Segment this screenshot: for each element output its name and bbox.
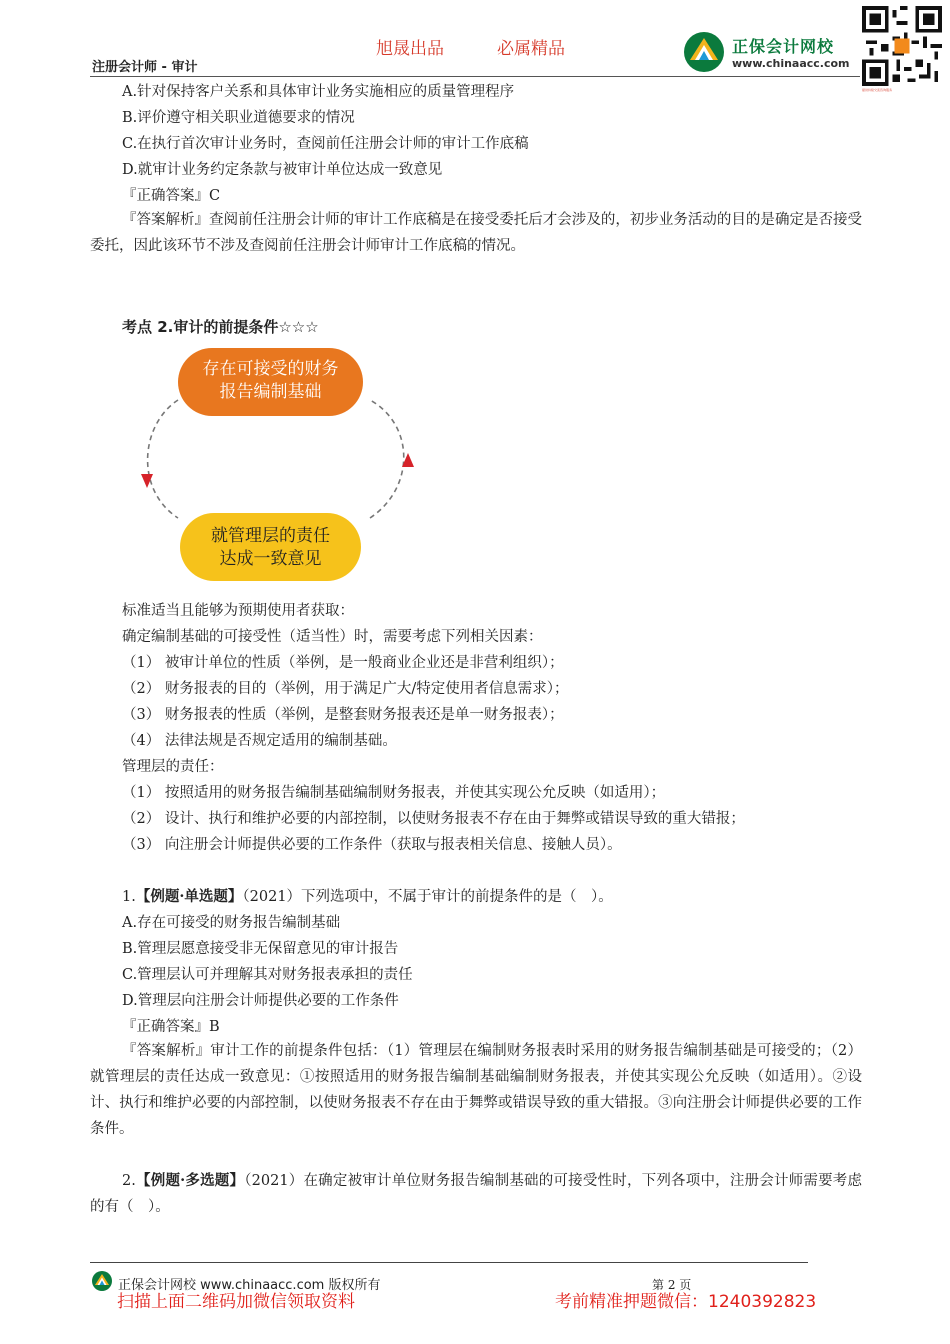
- prev-option-a: A.针对保持客户关系和具体审计业务实施相应的质量管理程序: [122, 84, 515, 100]
- content-line: （3） 向注册会计师提供必要的工作条件（获取与报表相关信息、接触人员）。: [122, 837, 622, 853]
- content-line: （4） 法律法规是否规定适用的编制基础。: [122, 733, 397, 749]
- header-divider: [90, 76, 860, 77]
- q1-num: 1.: [122, 889, 136, 905]
- q2-num: 2.: [122, 1173, 136, 1189]
- footer-promo-wechat: 考前精准押题微信：1240392823: [555, 1292, 817, 1312]
- content-line: （2） 设计、执行和维护必要的内部控制，以使财务报表不存在由于舞弊或错误导致的重大错报；: [122, 811, 745, 827]
- qr-note: 提供持续交流咨询服务: [862, 88, 893, 92]
- diagram-node-text: 达成一致意见: [219, 549, 322, 569]
- diagram-node-management-responsibility: [180, 513, 361, 581]
- prev-option-d: D.就审计业务约定条款与被审计单位达成一致意见: [122, 162, 443, 178]
- prev-answer: 『正确答案』C: [122, 188, 221, 204]
- q1-stem: [122, 887, 613, 907]
- header-slogan-right: 必属精品: [497, 39, 565, 59]
- prev-analysis: 『答案解析』查阅前任注册会计师的审计工作底稿是在接受委托后才会涉及的，初步业务活动的目的是确定是否接受委托，因此该环节不涉及查阅前任注册会计师审计工作底稿的情况。: [90, 212, 862, 254]
- q1-analysis: 『答案解析』审计工作的前提条件包括：（1）管理层在编制财务报表时采用的财务报告编制基础是可接受的；（2）就管理层的责任达成一致意见：①按照适用的财务报告编制基础编制财务报表，并使其实现公允反映（如适用）。②设计、执行和维护必要的内部控制，以使财务报表不存在由于舞弊或错误导致的重大错报。③向注册会计师提供必要的工作条件。: [90, 1043, 862, 1137]
- prev-option-c: C.在执行首次审计业务时，查阅前任注册会计师的审计工作底稿: [122, 136, 529, 152]
- content-line: 管理层的责任：: [122, 759, 224, 775]
- diagram-node-text: 存在可接受的财务: [202, 359, 339, 379]
- diagram-node-financial-framework: [178, 348, 363, 416]
- q1-option-c: C.管理层认可并理解其对财务报表承担的责任: [122, 967, 413, 983]
- content-line: （2） 财务报表的目的（举例，用于满足广大/特定使用者信息需求）；: [122, 681, 569, 697]
- prev-option-b: B.评价遵守相关职业道德要求的情况: [122, 110, 355, 126]
- qr-code-icon: [862, 6, 942, 86]
- logo-name: 正保会计网校: [732, 37, 835, 56]
- q1-option-d: D.管理层向注册会计师提供必要的工作条件: [122, 993, 399, 1009]
- q1-tag: 【例题·单选题】: [135, 888, 243, 905]
- page-number: 第 2 页: [652, 1278, 692, 1292]
- footer-logo-icon: [90, 1270, 114, 1292]
- q2-tag: 【例题·多选题】: [135, 1172, 245, 1189]
- footer-promo-qr: 扫描上面二维码加微信领取资料: [117, 1292, 355, 1312]
- content-line: 标准适当且能够为预期使用者获取：: [122, 603, 354, 619]
- diagram-node-text: 就管理层的责任: [211, 526, 330, 546]
- chinaacc-logo-icon: [680, 30, 728, 74]
- header-slogan-left: 旭晟出品: [376, 39, 444, 59]
- content-line: （1） 被审计单位的性质（举例，是一般商业企业还是非营利组织）；: [122, 655, 564, 671]
- section-title: 考点 2.审计的前提条件☆☆☆: [122, 318, 319, 336]
- content-line: 确定编制基础的可接受性（适当性）时，需要考虑下列相关因素：: [122, 629, 543, 645]
- q1-option-b: B.管理层愿意接受非无保留意见的审计报告: [122, 941, 399, 957]
- footer-divider: [90, 1262, 808, 1263]
- diagram-node-text: 报告编制基础: [219, 382, 322, 402]
- content-line: （3） 财务报表的性质（举例，是整套财务报表还是单一财务报表）；: [122, 707, 564, 723]
- footer-copyright: 正保会计网校 www.chinaacc.com 版权所有: [118, 1278, 381, 1293]
- q2-stem: [90, 1168, 862, 1220]
- q2-stem-text: （2021）在确定被审计单位财务报告编制基础的可接受性时，下列各项中，注册会计师需要考虑的有（ ）。: [90, 1173, 862, 1215]
- course-title: 注册会计师 - 审计: [92, 60, 198, 75]
- q1-stem-text: （2021）下列选项中，不属于审计的前提条件的是（ ）。: [242, 889, 613, 905]
- q1-option-a: A.存在可接受的财务报告编制基础: [122, 915, 341, 931]
- content-line: （1） 按照适用的财务报告编制基础编制财务报表，并使其实现公允反映（如适用）；: [122, 785, 666, 801]
- q1-answer: 『正确答案』B: [122, 1019, 220, 1035]
- logo-url: www.chinaacc.com: [732, 57, 850, 70]
